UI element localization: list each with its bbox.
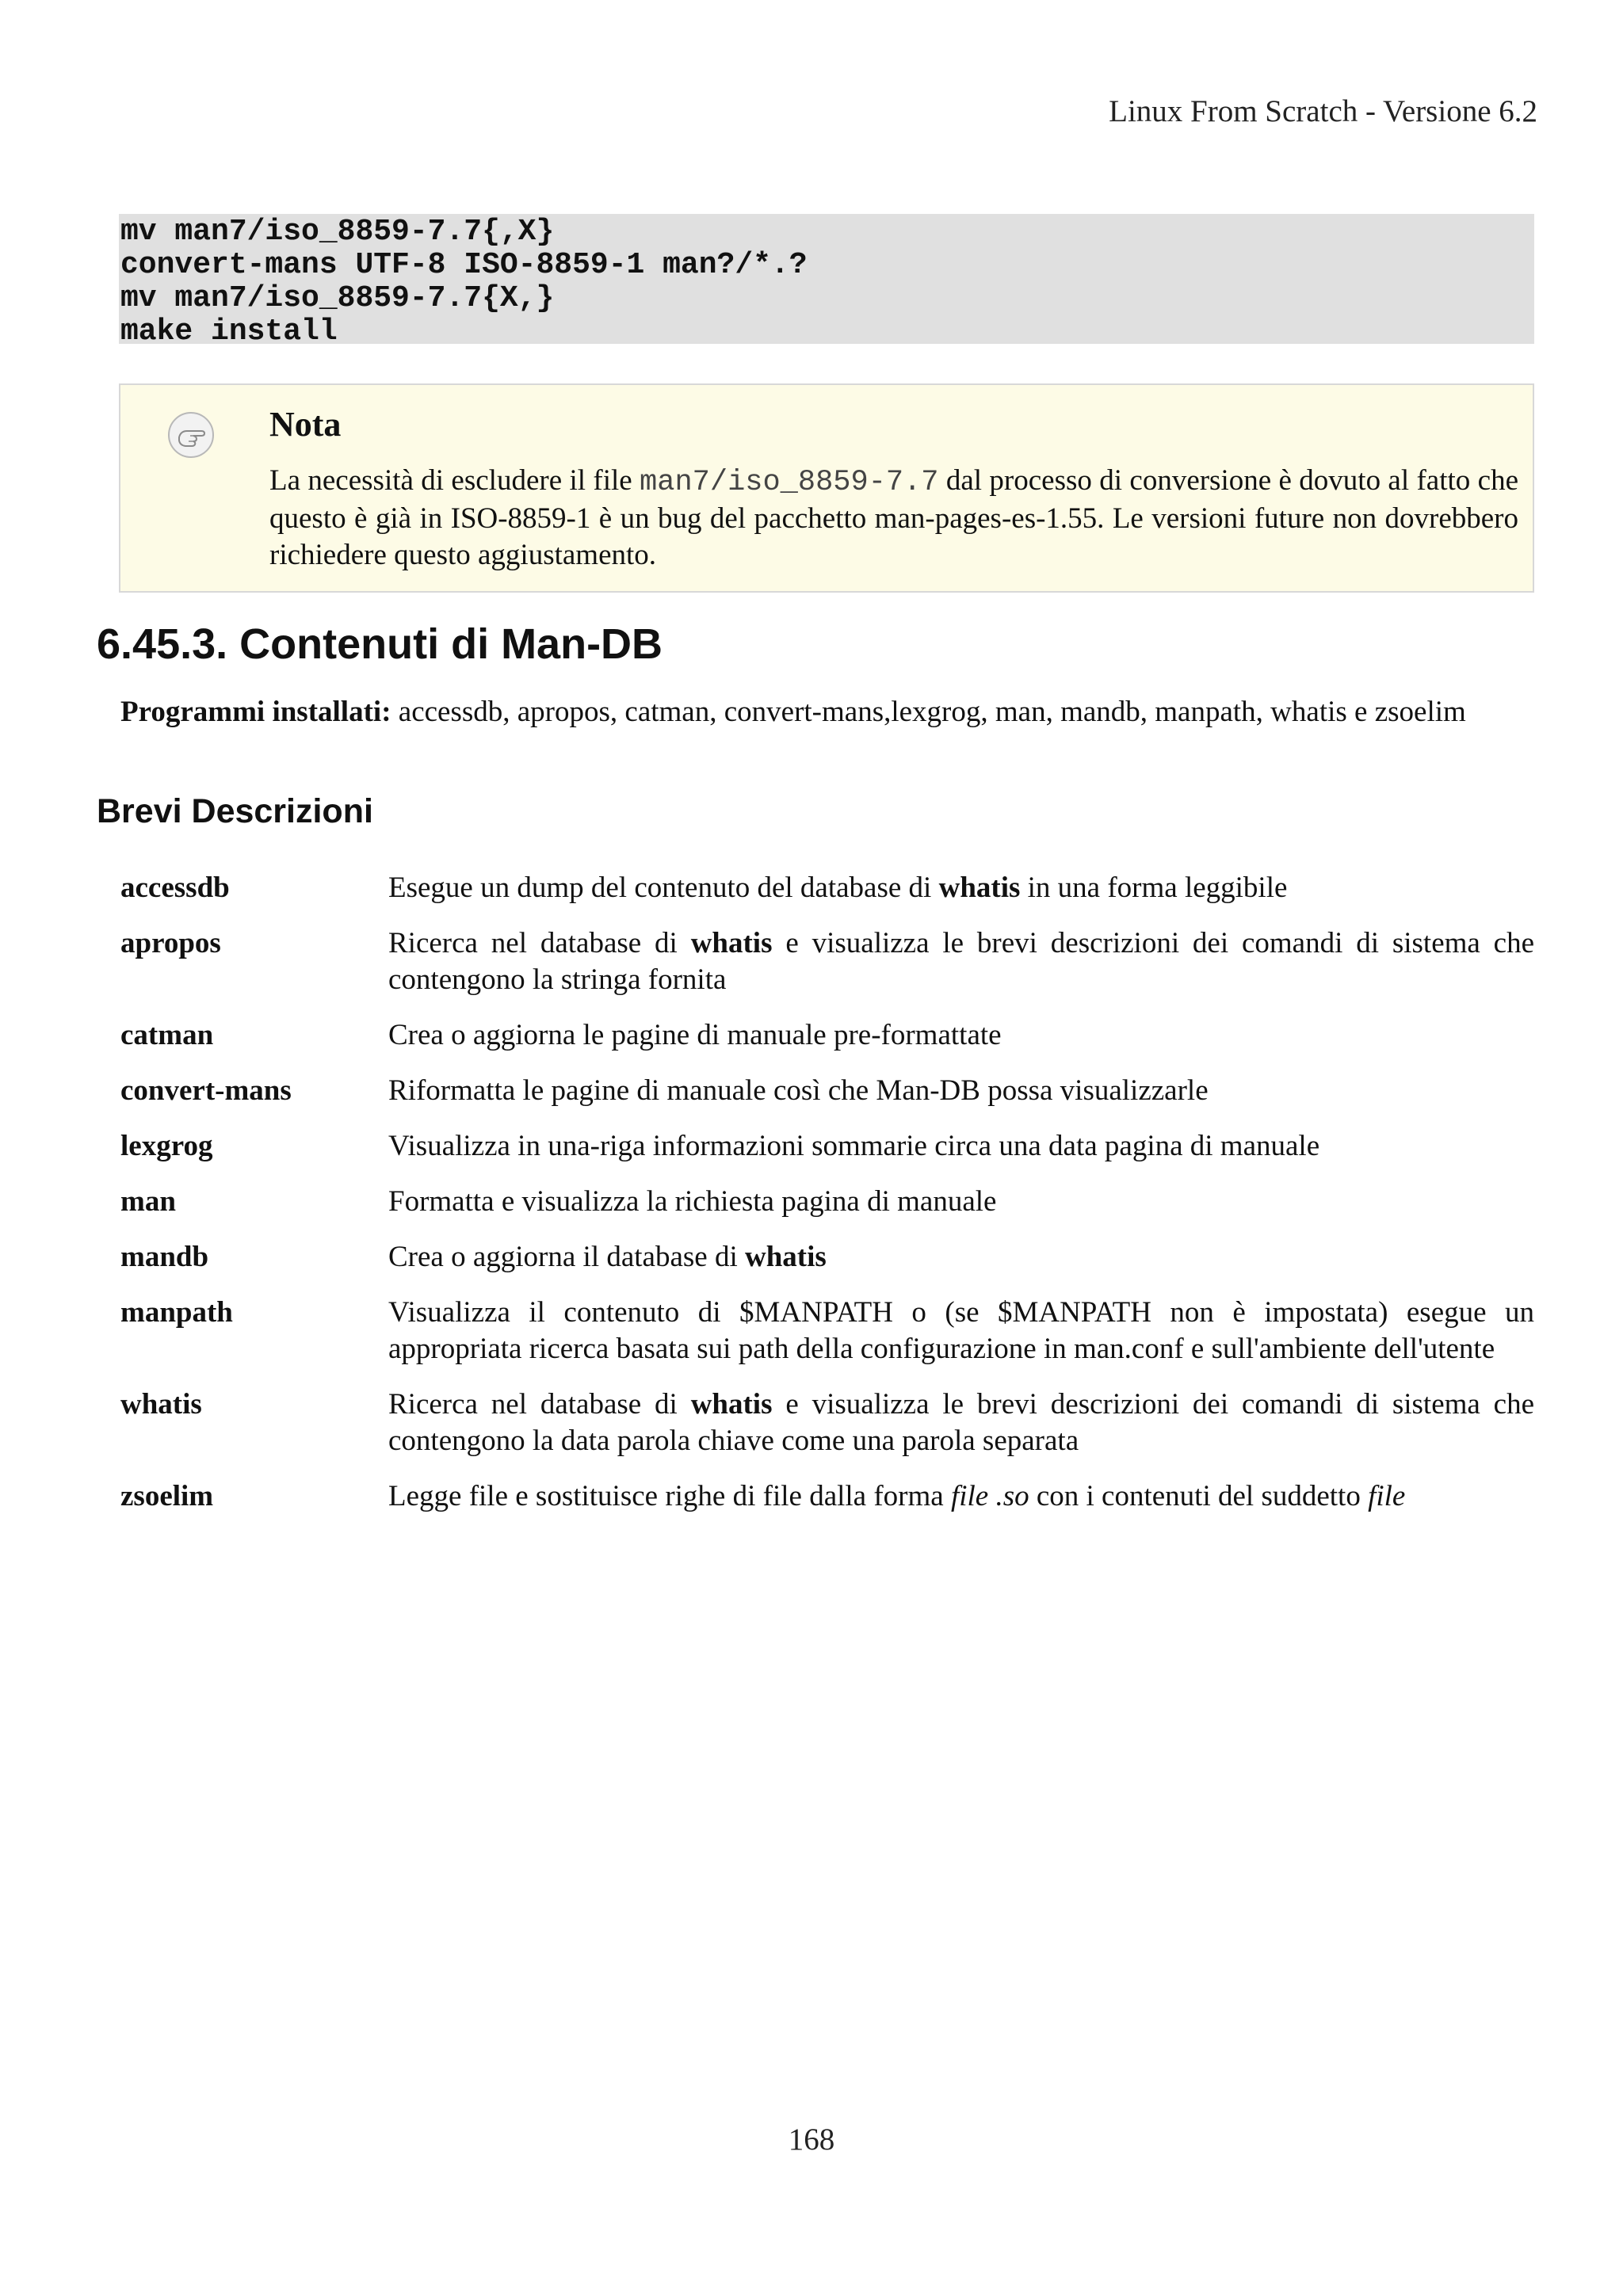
- description-text: [388, 1128, 1534, 1165]
- note-filename: man7/iso_8859-7.7: [640, 466, 939, 499]
- description-fragment: e visualizza le brevi descrizioni dei comandi di sistema che contengono la stringa fornita: [388, 927, 1534, 996]
- code-line: mv man7/iso_8859-7.7{X,}: [120, 281, 555, 315]
- description-fragment: Visualizza in una-riga informazioni sommarie circa una data pagina di manuale: [388, 1130, 1320, 1162]
- note-text: dal processo di conversione è dovuto al fatto che questo è già in ISO-8859-1 è un bug del pacchetto man-pages-es-1.55. Le versioni future non dovrebbero richiedere questo aggiustamento.: [269, 464, 1518, 571]
- description-fragment: Visualizza il contenuto di $MANPATH o (se $MANPATH non è impostata) esegue un appropriata ricerca basata sui path della configurazione in man.conf e sull'ambiente dell'utente: [388, 1296, 1534, 1365]
- description-text: [388, 1073, 1534, 1109]
- note-body: [269, 463, 1518, 574]
- description-row: [120, 1295, 1534, 1367]
- description-term: lexgrog: [120, 1130, 213, 1162]
- code-line: convert-mans UTF-8 ISO-8859-1 man?/*.?: [120, 248, 808, 282]
- code-line: make install: [120, 315, 338, 349]
- description-row: [120, 925, 1534, 998]
- note-text: La necessità di escludere il file: [269, 464, 640, 497]
- description-text: [388, 1386, 1534, 1459]
- description-text: [388, 1478, 1534, 1515]
- code-line: mv man7/iso_8859-7.7{,X}: [120, 215, 555, 249]
- description-term: convert-mans: [120, 1074, 292, 1107]
- description-text: [388, 1239, 1534, 1276]
- description-term: mandb: [120, 1241, 209, 1273]
- description-term: catman: [120, 1019, 214, 1051]
- description-text: [388, 925, 1534, 998]
- description-fragment: Ricerca nel database di: [388, 1388, 691, 1421]
- note-box: [119, 383, 1534, 593]
- description-fragment: in una forma leggibile: [1020, 871, 1288, 904]
- installed-label: Programmi installati:: [120, 696, 391, 728]
- description-fragment: Legge file e sostituisce righe di file dalla forma: [388, 1480, 951, 1512]
- description-fragment: Crea o aggiorna il database di: [388, 1241, 745, 1273]
- description-term: manpath: [120, 1296, 233, 1329]
- description-fragment: e visualizza le brevi descrizioni dei comandi di sistema che contengono la data parola chiave come una parola separata: [388, 1388, 1534, 1457]
- description-term: man: [120, 1185, 176, 1218]
- description-row: [120, 1478, 1534, 1515]
- description-text: [388, 1295, 1534, 1367]
- note-title: Nota: [269, 405, 342, 444]
- description-row: [120, 1386, 1534, 1459]
- installed-value: accessdb, apropos, catman, convert-mans,lexgrog, man, mandb, manpath, whatis e zsoelim: [391, 696, 1466, 728]
- description-row: [120, 1073, 1534, 1109]
- description-text: [388, 870, 1534, 906]
- section-heading: 6.45.3. Contenuti di Man-DB: [97, 620, 663, 668]
- emphasis-text: file .so: [950, 1480, 1029, 1512]
- command-name: whatis: [690, 1388, 773, 1421]
- code-block: [119, 214, 1534, 349]
- emphasis-text: file: [1368, 1480, 1406, 1512]
- description-row: [120, 1017, 1534, 1054]
- description-text: [388, 1184, 1534, 1220]
- pointing-hand-icon: [168, 412, 214, 458]
- description-term: accessdb: [120, 871, 230, 904]
- installed-programs: [120, 694, 1534, 730]
- description-term: zsoelim: [120, 1480, 214, 1512]
- command-name: whatis: [690, 927, 773, 959]
- description-fragment: Esegue un dump del contenuto del database di: [388, 871, 939, 904]
- description-fragment: Riformatta le pagine di manuale così che Man-DB possa visualizzarle: [388, 1074, 1209, 1107]
- description-row: [120, 1128, 1534, 1165]
- command-name: whatis: [745, 1241, 827, 1273]
- description-fragment: con i contenuti del suddetto: [1029, 1480, 1369, 1512]
- description-text: [388, 1017, 1534, 1054]
- description-row: [120, 870, 1534, 906]
- description-fragment: Formatta e visualizza la richiesta pagina di manuale: [388, 1185, 997, 1218]
- description-row: [120, 1184, 1534, 1220]
- description-term: whatis: [120, 1388, 202, 1421]
- description-fragment: Ricerca nel database di: [388, 927, 691, 959]
- page-number: 168: [788, 2122, 835, 2157]
- descriptions-heading: Brevi Descrizioni: [97, 792, 373, 830]
- description-term: apropos: [120, 927, 221, 959]
- descriptions-list: [120, 870, 1534, 1534]
- running-header: Linux From Scratch - Versione 6.2: [1109, 94, 1537, 128]
- description-row: [120, 1239, 1534, 1276]
- command-name: whatis: [938, 871, 1021, 904]
- description-fragment: Crea o aggiorna le pagine di manuale pre-formattate: [388, 1019, 1002, 1051]
